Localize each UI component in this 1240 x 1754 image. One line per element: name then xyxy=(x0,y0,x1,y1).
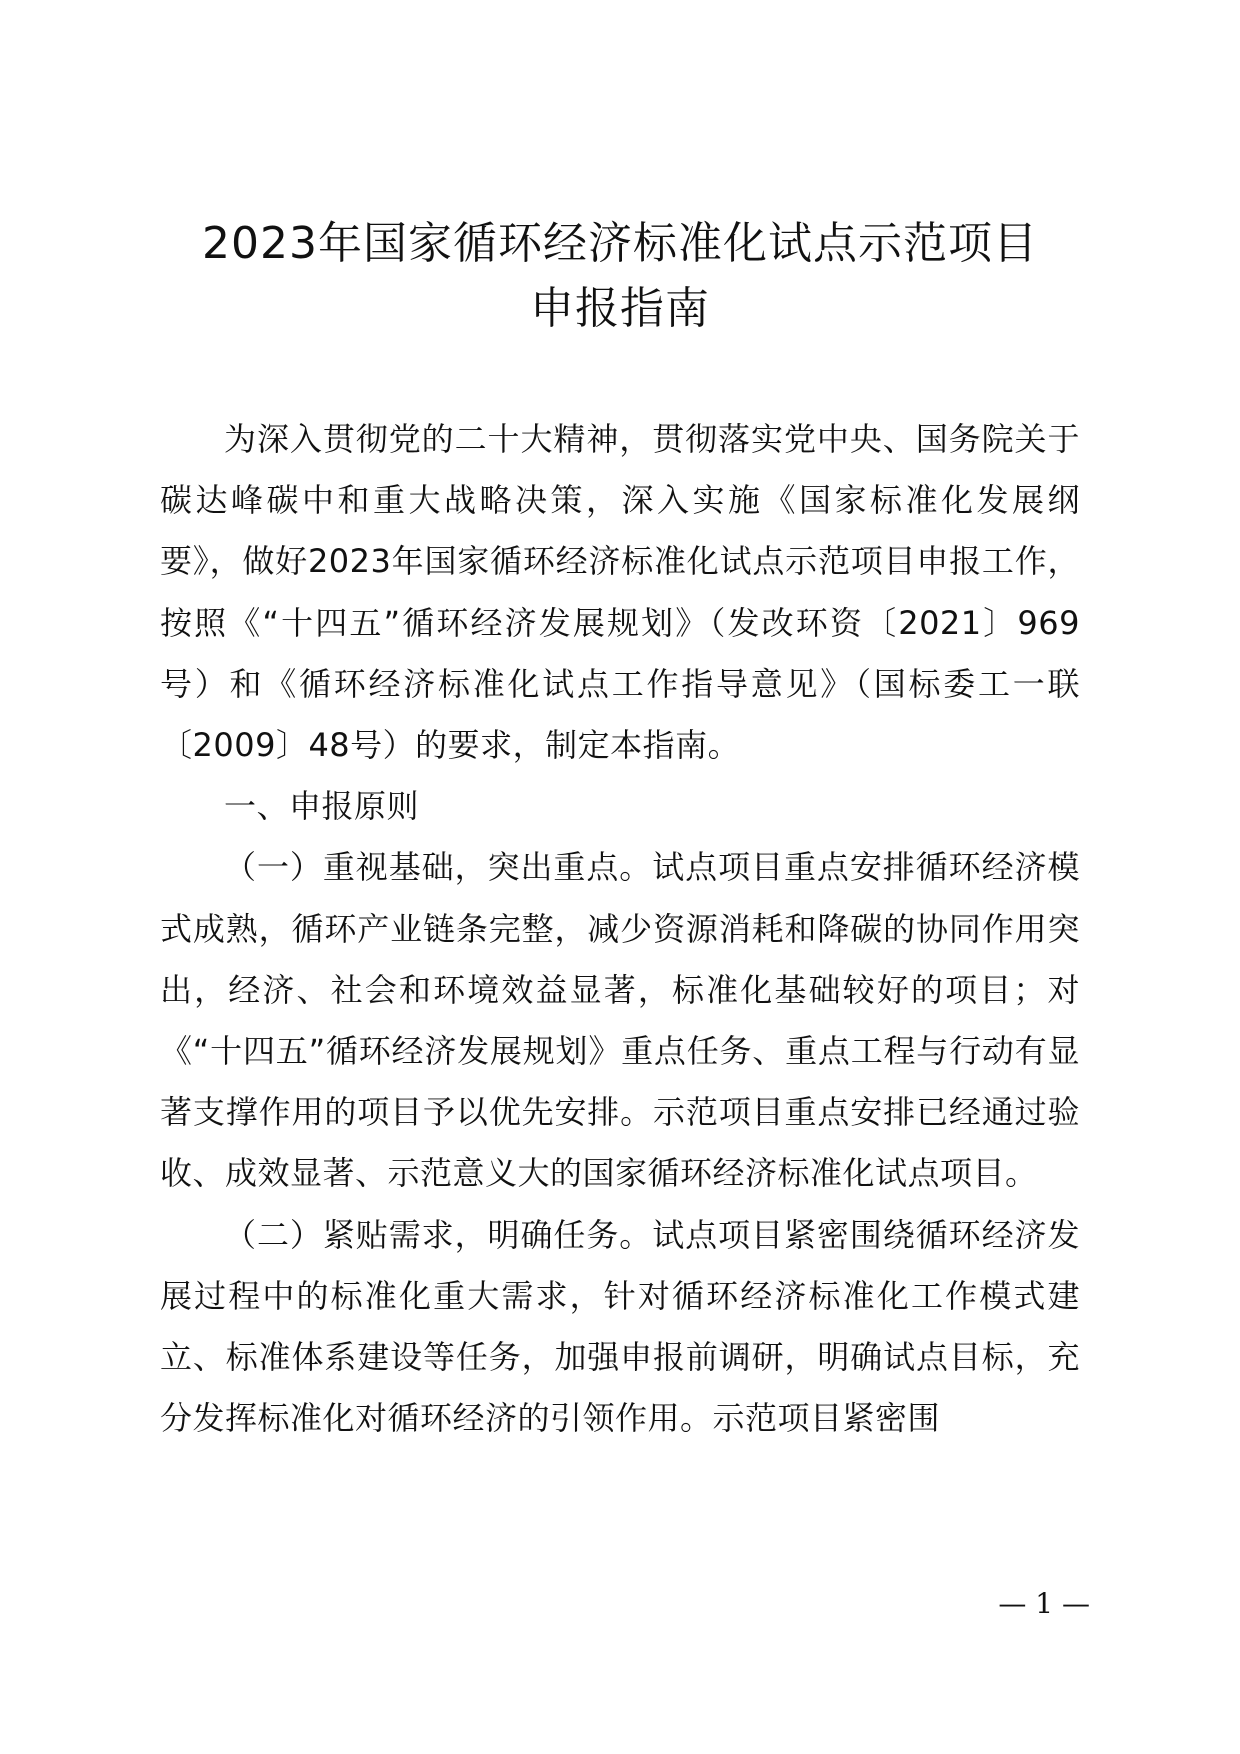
principle-1-paragraph: （一）重视基础，突出重点。试点项目重点安排循环经济模式成熟，循环产业链条完整，减少资源消耗和降碳的协同作用突出，经济、社会和环境效益显著，标准化基础较好的项目；对《“十四五”循环经济发展规划》重点任务、重点工程与行动有显著支撑作用的项目予以优先安排。示范项目重点安排已经通过验收、成效显著、示范意义大的国家循环经济标准化试点项目。 xyxy=(160,848,1080,1193)
intro-paragraph: 为深入贯彻党的二十大精神，贯彻落实党中央、国务院关于碳达峰碳中和重大战略决策，深入实施《国家标准化发展纲要》，做好2023年国家循环经济标准化试点示范项目申报工作，按照《“十四五”循环经济发展规划》（发改环资〔2021〕969号）和《循环经济标准化试点工作指导意见》（国标委工一联〔2009〕48号）的要求，制定本指南。 xyxy=(160,420,1080,765)
page-number: — 1 — xyxy=(998,1587,1090,1620)
document-title-line-2: 申报指南 xyxy=(530,283,710,334)
document-body xyxy=(160,409,1080,1449)
document-title-line-1: 2023年国家循环经济标准化试点示范项目 xyxy=(202,218,1038,269)
section-heading-principles: 一、申报原则 xyxy=(224,787,420,826)
principle-2-paragraph: （二）紧贴需求，明确任务。试点项目紧密围绕循环经济发展过程中的标准化重大需求，针对循环经济标准化工作模式建立、标准体系建设等任务，加强申报前调研，明确试点目标，充分发挥标准化对循环经济的引领作用。示范项目紧密围 xyxy=(160,1215,1080,1438)
